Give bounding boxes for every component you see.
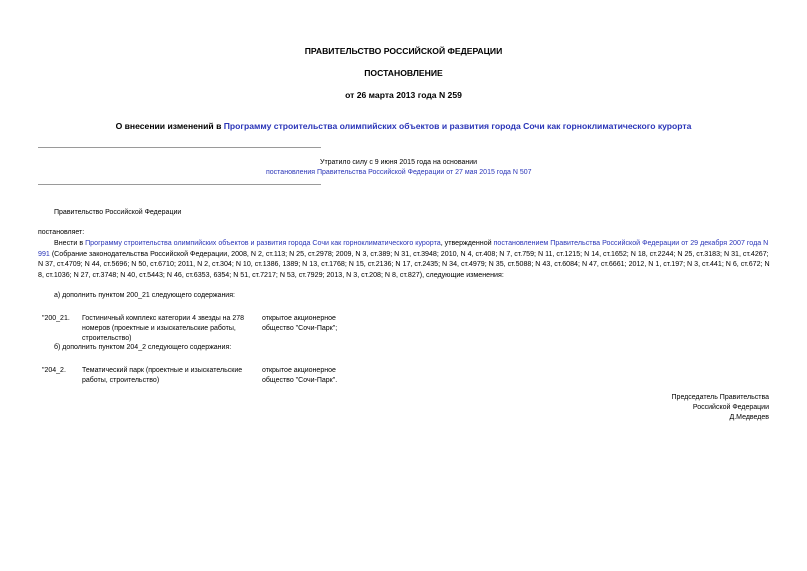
government-line: Правительство Российской Федерации <box>54 209 182 216</box>
resolution-link[interactable]: постановлением Правительства Российской Федерации от 29 декабря 2007 года N 991 <box>38 239 769 258</box>
title-prefix: О внесении изменений в <box>115 121 224 131</box>
decrees-line: постановляет: <box>38 229 85 236</box>
main-text-1: Внести в <box>54 239 86 247</box>
signature-title <box>672 393 769 423</box>
signature-name: Д.Медведев <box>729 414 769 421</box>
row2-organization: открытое акционерное общество "Сочи-Парк". <box>262 367 338 384</box>
item-b: б) дополнить пунктом 204_2 следующего содержания: <box>54 344 232 351</box>
title-program-link[interactable]: Программу строительства олимпийских объектов и развития города Сочи как горноклиматического курорта <box>223 121 692 131</box>
status-divider-top <box>38 147 321 148</box>
status-divider-bottom <box>38 184 321 185</box>
row2-number: "204_2. <box>42 367 66 374</box>
program-link[interactable]: Программу строительства олимпийских объектов и развития города Сочи как горноклиматического курорта <box>85 239 441 247</box>
signature-line-1: Председатель Правительства <box>671 394 769 401</box>
item-a: а) дополнить пунктом 200_21 следующего содержания: <box>54 292 235 299</box>
row1-number: "200_21. <box>42 315 70 322</box>
signature-line-2: Российской Федерации <box>692 404 769 411</box>
row1-organization: открытое акционерное общество "Сочи-Парк"; <box>262 315 338 332</box>
org-heading: ПРАВИТЕЛЬСТВО РОССИЙСКОЙ ФЕДЕРАЦИИ <box>304 46 503 56</box>
status-text: Утратило силу с 9 июня 2015 года на основании <box>320 159 478 166</box>
document-date-number: от 26 марта 2013 года N 259 <box>345 90 462 100</box>
main-paragraph <box>38 238 771 280</box>
row2-description: Тематический парк (проектные и изыскательские работы, строительство) <box>82 367 243 384</box>
document-title <box>0 121 807 131</box>
row1-description: Гостиничный комплекс категории 4 звезды на 278 номеров (проектные и изыскательские работы, строительство) <box>82 315 245 342</box>
document-type: ПОСТАНОВЛЕНИЕ <box>364 68 443 78</box>
main-text-2: , утвержденной <box>440 239 494 247</box>
main-text-3: (Собрание законодательства Российской Федерации, 2008, N 2, ст.113; N 25, ст.2978; 2009, N 3, ст.389; N 31, ст.3948; 2010, N 4, ст.408; N 7, ст.759; N 11, ст.1215; N 14, ст.1652; N 18, ст.2244; N 25, ст.3183; N 31, ст.4267; N 37, ст.4709; N 44, ст.5696; N 50, ст.6710; 2011, N 2, ст.304; N 10, ст.1386, 1389; N 13, ст.1768; N 15, ст.2136; N 17, ст.2435; N 34, ст.4979; N 35, ст.5088; N 43, ст.6084; N 47, ст.6661; 2012, N 1, ст.197; N 3, ст.441; N 6, ст.672; N 8, ст.1036; N 27, ст.3748; N 40, ст.5443; N 46, ст.6353, 6354; N 51, ст.7217; N 53, ст.7929; 2013, N 3, ст.208; N 8, ст.827), следующие изменения: <box>38 249 770 279</box>
status-repeal-link[interactable]: постановления Правительства Российской Федерации от 27 мая 2015 года N 507 <box>266 169 532 176</box>
